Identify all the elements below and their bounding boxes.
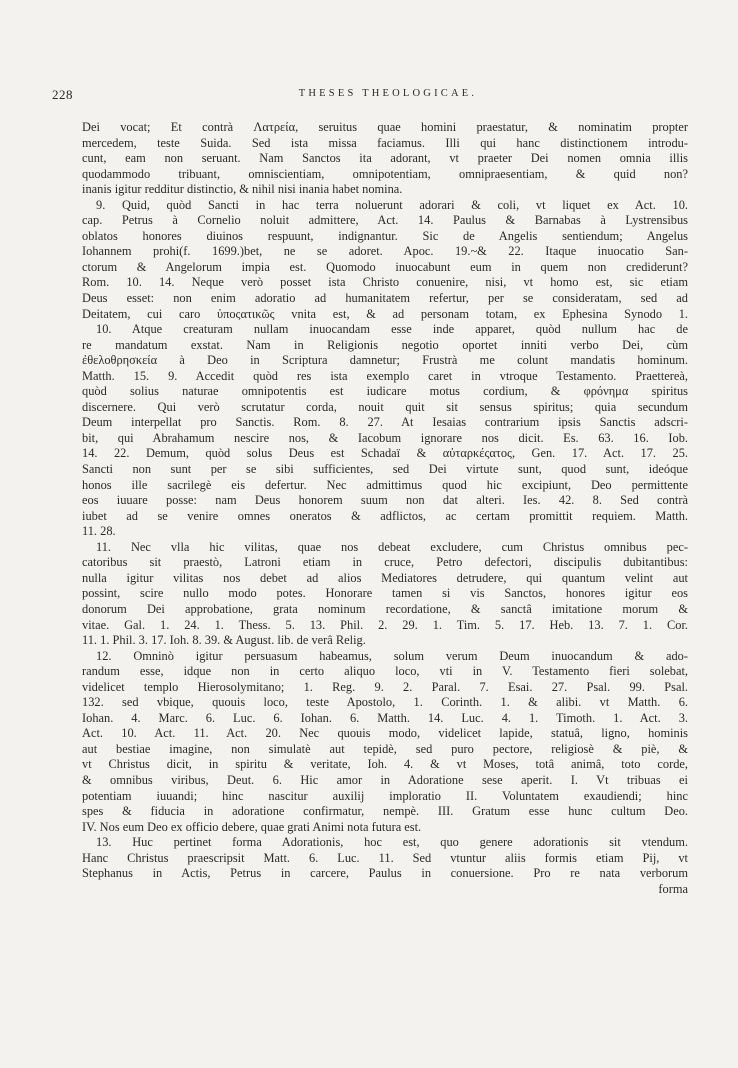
text-line: Deum interpellat pro Sanctis. Rom. 8. 27. At Iesaias contrarium ipsis Sanctis adscri- <box>82 415 688 430</box>
text-line: vt Christus dicit, in spiritu & veritate, Ioh. 4. & vt Moses, totâ animâ, toto corde, <box>82 757 688 772</box>
text-line: 12. Omninò igitur persuasum habeamus, solum verum Deum inuocandum & ado- <box>96 648 688 663</box>
text-line: 11. Nec vlla hic vilitas, quae nos debeat excludere, cum Christus omnibus pec- <box>96 539 688 554</box>
text-line: aut bestiae imagine, non simulatè aut tepidè, sed puro pectore, religiosè & piè, & <box>82 741 688 756</box>
running-title: THESES THEOLOGICAE. <box>298 88 478 99</box>
text-line: eos iuuare posse: nam Deus honorem suum non dat alteri. Ies. 42. 8. Sed contrà <box>82 493 688 508</box>
text-line: 10. Atque creaturam nullam inuocandam esse inde apparet, quòd nullum hac de <box>96 322 688 337</box>
text-line: forma <box>658 881 688 896</box>
text-line: iubet ad se venire omnes oneratos & adflictos, ac certam promittit requiem. Matth. <box>82 508 688 523</box>
text-line: Deus esset: non enim adoratio ad humanitatem refertur, per se consideratam, sed ad <box>82 291 688 306</box>
text-line: Iohannem prohi(f. 1699.)bet, ne se adoret. Apoc. 19.~& 22. Itaque inuocatio San- <box>82 244 688 259</box>
text-line: ἐθελοθρησκεία à Deo in Scriptura damnetur; Frustrà me colunt mandatis hominum. <box>82 353 688 368</box>
text-line: spes & fiducia in adoratione confirmatur, nempè. III. Gratum esse hunc cultum Deo. <box>82 804 688 819</box>
text-line: 132. sed vbique, quouis loco, teste Apostolo, 1. Corinth. 1. & alibi. vt Matth. 6. <box>82 695 688 710</box>
text-line: Dei vocat; Et contrà Λατρεία, seruitus quae homini praestatur, & nominatim propter <box>82 120 688 134</box>
text-line: donorum Dei approbatione, grata nominum recordatione, & sanctâ imitatione morum & <box>82 601 688 616</box>
text-line: IV. Nos eum Deo ex officio debere, quae grati Animi nota futura est. <box>82 819 422 834</box>
text-line: randum esse, idque non in certo aliquo loco, vti in V. Testamento fieri solebat, <box>82 664 688 679</box>
text-line: possint, scire nullo modo potes. Honorare tamen si vis Sanctos, honores igitur eos <box>82 586 688 601</box>
text-line: cap. Petrus à Cornelio noluit admittere, Act. 14. Paulus & Barnabas à Lystrensibus <box>82 213 688 228</box>
text-line: 11. 1. Phil. 3. 17. Ioh. 8. 39. & August. lib. de verâ Relig. <box>82 633 366 648</box>
text-line: & omnibus viribus, Deut. 6. Hic amor in Adoratione sese aperit. I. Vt tribuas ei <box>82 772 688 787</box>
text-line: 13. Huc pertinet forma Adorationis, hoc est, quo genere adorationis sit vtendum. <box>96 835 688 850</box>
text-line: Stephanus in Actis, Petrus in carcere, Paulus in conuersione. Pro re nata verborum <box>82 866 688 881</box>
body-text <box>82 120 688 897</box>
text-line: quodammodo tribuant, omniscientiam, omnipotentiam, omnipraesentiam, & quid non? <box>82 166 688 181</box>
text-line: Iohan. 4. Marc. 6. Luc. 6. Iohan. 6. Matth. 14. Luc. 4. 1. Timoth. 1. Act. 3. <box>82 710 688 725</box>
text-line: honos ille sacrilegè eis defertur. Nec admittimus quod hic excipiunt, Deo permittente <box>82 477 688 492</box>
page-number: 228 <box>52 87 73 102</box>
text-line: ctorum & Angelorum impia est. Quomodo inuocabunt eum in quem non crediderunt? <box>82 259 688 274</box>
text-line: catoribus sit praestò, Latroni etiam in cruce, Petro defectori, discipulis dubitantibus: <box>82 555 688 570</box>
text-line: bit, qui Abrahamum nescire nos, & Iacobum ignorare nos dicit. Es. 63. 16. Iob. <box>82 430 688 445</box>
text-line: Deitatem, cui caro ὑποςατικῶς vnita est, & ad personam totam, ex Ephesina Synodo 1. <box>82 306 688 321</box>
text-line: quòd solius naturae omnipotentis est iudicare motus cordium, & φρόνημα spiritus <box>82 384 688 399</box>
text-line: Rom. 10. 14. Neque verò posset ista Christo conuenire, nisi, vt homo est, sic etiam <box>82 275 688 290</box>
text-line: 11. 28. <box>82 524 116 539</box>
text-line: inanis igitur redditur distinctio, & nihil nisi inania habet nomina. <box>82 182 403 197</box>
text-line: Sancti non sunt per se sibi sufficientes, sed Dei virtute sunt, quod sunt, ideóque <box>82 462 688 477</box>
text-line: Act. 10. Act. 11. Act. 20. Nec quouis modo, videlicet lapide, statuâ, ligno, hominis <box>82 726 688 741</box>
text-line: nulla igitur vilitas nos debet ad alios Mediatores detrudere, qui quantum velint aut <box>82 570 688 585</box>
text-line: oblatos honores diuinos respuunt, indignantur. Sic de Angelis sentiendum; Angelus <box>82 228 688 243</box>
text-line: Matth. 15. 9. Accedit quòd res ista exemplo caret in vtroque Testamento. Praettereà, <box>82 368 688 383</box>
text-line: videlicet templo Hierosolymitano; 1. Reg. 9. 2. Paral. 7. Esai. 27. Psal. 99. Psal. <box>82 679 688 694</box>
text-line: re mandatum exstat. Nam in Religionis negotio oportet inniti verbo Dei, cùm <box>82 337 688 352</box>
running-head <box>52 87 688 103</box>
text-line: 9. Quid, quòd Sancti in hac terra noluerunt adorari & coli, vt liquet ex Act. 10. <box>96 197 688 212</box>
text-line: Hanc Christus praescripsit Matt. 6. Luc. 11. Sed vtuntur aliis formis etiam Pij, vt <box>82 850 688 865</box>
text-line: 14. 22. Demum, quòd solus Deus est Schadaï & αὐταρκέςατος, Gen. 17. Act. 17. 25. <box>82 446 688 461</box>
text-line: potentiam iuuandi; hinc nascitur auxilij imploratio II. Voluntatem exaudiendi; hinc <box>82 788 688 803</box>
text-line: mercedem, teste Suida. Sed ista missa faciamus. Illi qui hanc distinctionem introdu- <box>82 135 688 150</box>
text-line: vitae. Gal. 1. 24. 1. Thess. 5. 13. Phil. 2. 29. 1. Tim. 5. 17. Heb. 13. 7. 1. Cor. <box>82 617 688 632</box>
text-line: cunt, eam non seruant. Nam Sanctos ita adorant, vt praeter Dei nomen omnia illis <box>82 151 688 166</box>
text-line: discernere. Qui verò scrutatur corda, nouit quit sit sensus spiritus; quia secundum <box>82 399 688 414</box>
